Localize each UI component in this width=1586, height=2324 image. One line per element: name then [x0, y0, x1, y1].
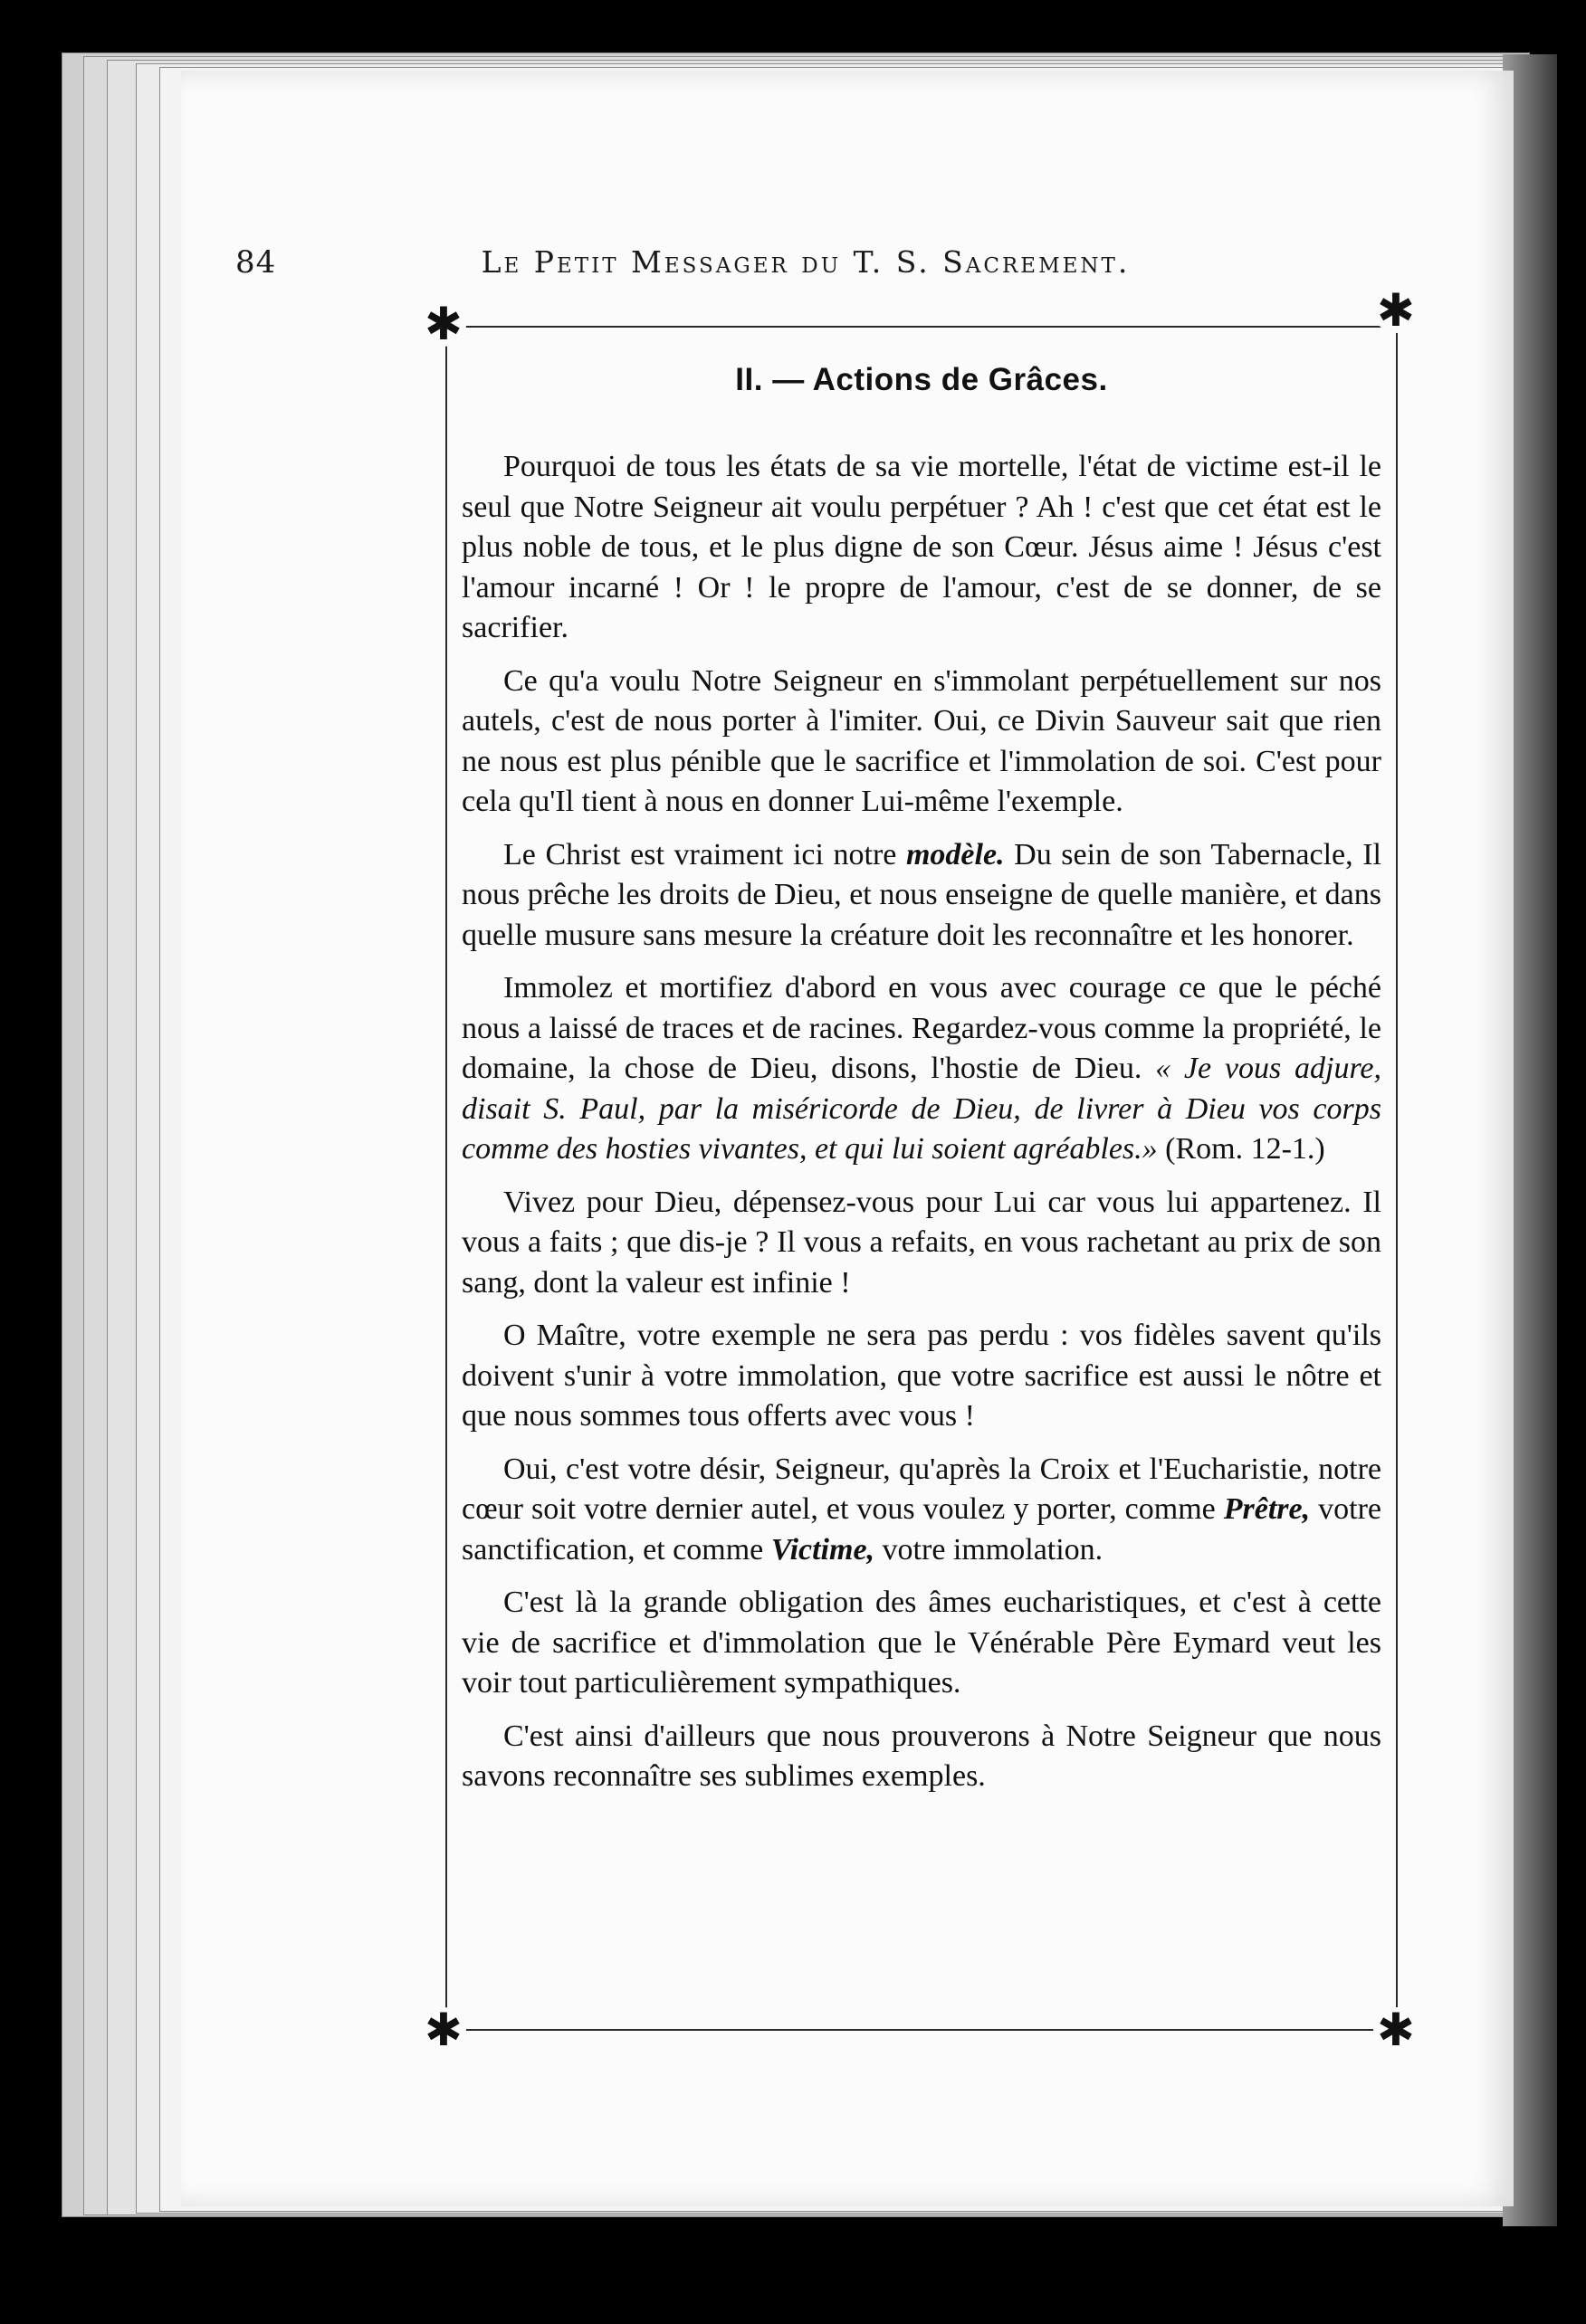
corner-ornament-icon: ✱ — [1373, 288, 1419, 333]
paragraph — [462, 1583, 1381, 1704]
page-number: 84 — [235, 244, 277, 281]
paragraph — [462, 662, 1381, 823]
text-segment: Pourquoi de tous les états de sa vie mortelle, l'état de victime est-il le seul que Notre Seigneur ait voulu perpétuer ? Ah ! c'est que cet état est le plus noble de tous, et le plus digne de son Cœur. Jésus aime ! Jésus c'est l'amour incarné ! Or ! le propre de l'amour, c'est de se donner, de se sacrifier. — [462, 450, 1381, 644]
text-segment: Ce qu'a voulu Notre Seigneur en s'immolant perpétuellement sur nos autels, c'est de nous porter à l'imiter. Oui, ce Divin Sauveur sait que rien ne nous est plus pénible que le sacrifice et l'immolation de soi. C'est pour cela qu'Il tient à nous en donner Lui-même l'exemple. — [462, 663, 1381, 818]
corner-ornament-icon: ✱ — [421, 301, 466, 347]
emphasized-text: modèle. — [905, 837, 1005, 872]
text-segment: Du sein de son Tabernacle, Il nous prêche les droits de Dieu, et nous enseigne de quelle manière, et dans quelle musure sans mesure la créature doit les reconnaître et les honorer. — [462, 837, 1381, 952]
running-title: Le Petit Messager du T. S. Sacrement. — [481, 244, 1131, 280]
text-segment: C'est ainsi d'ailleurs que nous prouverons à Notre Seigneur que nous savons reconnaître ses sublimes exemples. — [462, 1719, 1381, 1793]
text-segment: O Maître, votre exemple ne sera pas perdu : vos fidèles savent qu'ils doivent s'unir à votre immolation, que votre sacrifice est aussi le nôtre et que nous sommes tous offerts avec vous ! — [462, 1319, 1381, 1433]
paragraph — [462, 835, 1381, 957]
paragraph — [462, 1450, 1381, 1571]
article-body — [462, 362, 1381, 1810]
emphasized-text: « Je vous adjure, disait S. Paul, par la miséricorde de Dieu, de livrer à Dieu vos corps comme des hosties vivantes, et qui lui soient agréables.» — [462, 1052, 1381, 1166]
corner-ornament-icon: ✱ — [1373, 2007, 1419, 2053]
text-segment: votre sanctification, et comme — [462, 1492, 1381, 1567]
paragraph — [462, 447, 1381, 649]
paragraph-list — [462, 447, 1381, 1797]
text-segment: (Rom. 12-1.) — [1157, 1132, 1325, 1166]
emphasized-text: Prêtre, — [1223, 1492, 1311, 1526]
text-segment: C'est là la grande obligation des âmes eucharistiques, et c'est à cette vie de sacrifice et d'immolation que le Vénérable Père Eymard veut les voir tout particulièrement sympathiques. — [462, 1586, 1381, 1700]
paragraph — [462, 968, 1381, 1170]
section-title: II. — Actions de Grâces. — [735, 362, 1108, 397]
text-segment: Immolez et mortifiez d'abord en vous avec courage ce que le péché nous a laissé de traces et de racines. Regardez-vous comme la propriété, le domaine, la chose de Dieu, disons, l'hostie de Dieu. — [462, 971, 1381, 1085]
emphasized-text: Victime, — [770, 1532, 875, 1567]
paragraph — [462, 1183, 1381, 1304]
text-segment: Oui, c'est votre désir, Seigneur, qu'après la Croix et l'Eucharistie, notre cœur soit votre dernier autel, et vous voulez y porter, comme — [462, 1452, 1381, 1526]
paragraph — [462, 1316, 1381, 1437]
corner-ornament-icon: ✱ — [421, 2007, 466, 2053]
text-segment: votre immolation. — [874, 1532, 1104, 1567]
running-head — [235, 244, 1376, 299]
text-segment: Le Christ est vraiment ici notre — [503, 837, 906, 872]
paragraph — [462, 1717, 1381, 1797]
text-segment: Vivez pour Dieu, dépensez-vous pour Lui car vous lui appartenez. Il vous a faits ; que dis-je ? Il vous a refaits, en vous rachetant au prix de son sang, dont la valeur est infinie ! — [462, 1185, 1381, 1300]
